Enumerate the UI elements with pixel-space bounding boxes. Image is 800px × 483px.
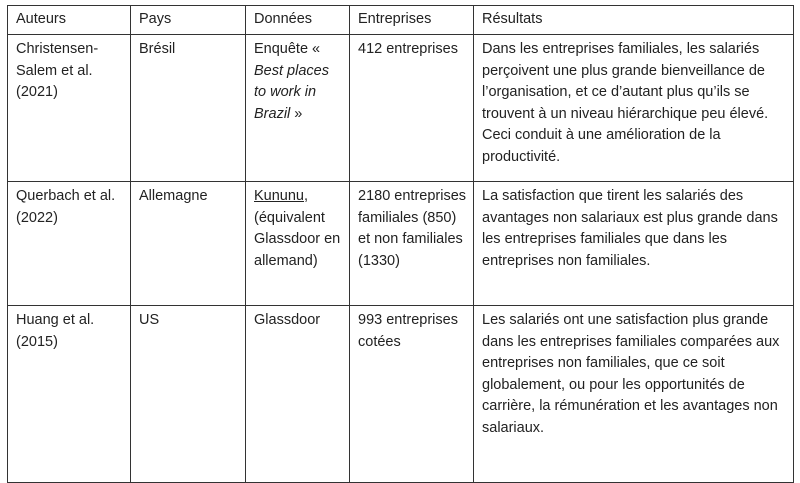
kununu-link[interactable]: Kununu bbox=[254, 188, 304, 204]
table-header-row bbox=[8, 6, 794, 35]
cell-auteurs: Christensen-Salem et al. (2021) bbox=[8, 35, 131, 182]
donnees-suffix: , (équivalent Glassdoor en allemand) bbox=[254, 188, 341, 269]
cell-pays: Brésil bbox=[131, 35, 246, 182]
table-row bbox=[8, 182, 794, 306]
cell-pays: US bbox=[131, 306, 246, 483]
table-row bbox=[8, 306, 794, 483]
cell-entreprises: 993 entreprises cotées bbox=[350, 306, 474, 483]
donnees-suffix: » bbox=[290, 105, 303, 122]
literature-review-table bbox=[7, 5, 794, 483]
cell-donnees bbox=[246, 182, 350, 306]
donnees-prefix: Enquête « bbox=[254, 41, 321, 57]
header-pays: Pays bbox=[131, 6, 246, 35]
cell-donnees bbox=[246, 35, 350, 182]
header-donnees: Données bbox=[246, 6, 350, 35]
header-resultats: Résultats bbox=[474, 6, 794, 35]
cell-auteurs: Huang et al. (2015) bbox=[8, 306, 131, 483]
cell-resultats: Les salariés ont une satisfaction plus grande dans les entreprises familiales comparées aux entreprises non familiales, que ce soit globalement, ou pour les opportunités de carrière, la rémunération et les avantages non salariaux. bbox=[474, 306, 794, 483]
cell-entreprises: 2180 entreprises familiales (850) et non familiales (1330) bbox=[350, 182, 474, 306]
cell-resultats: La satisfaction que tirent les salariés des avantages non salariaux est plus grande dans les entreprises familiales que dans les entreprises non familiales. bbox=[474, 182, 794, 306]
header-auteurs: Auteurs bbox=[8, 6, 131, 35]
cell-resultats: Dans les entreprises familiales, les salariés perçoivent une plus grande bienveillance de l’organisation, et ce d’autant plus qu’ils se trouvent à un niveau hiérarchique peu élevé. Ceci conduit à une amélioration de la productivité. bbox=[474, 35, 794, 182]
literature-table-container bbox=[7, 5, 793, 472]
table-row bbox=[8, 35, 794, 182]
donnees-italic-title: Best places to work in Brazil bbox=[254, 62, 329, 122]
header-entreprises: Entreprises bbox=[350, 6, 474, 35]
cell-pays: Allemagne bbox=[131, 182, 246, 306]
cell-auteurs: Querbach et al. (2022) bbox=[8, 182, 131, 306]
cell-entreprises: 412 entreprises bbox=[350, 35, 474, 182]
cell-donnees: Glassdoor bbox=[246, 306, 350, 483]
